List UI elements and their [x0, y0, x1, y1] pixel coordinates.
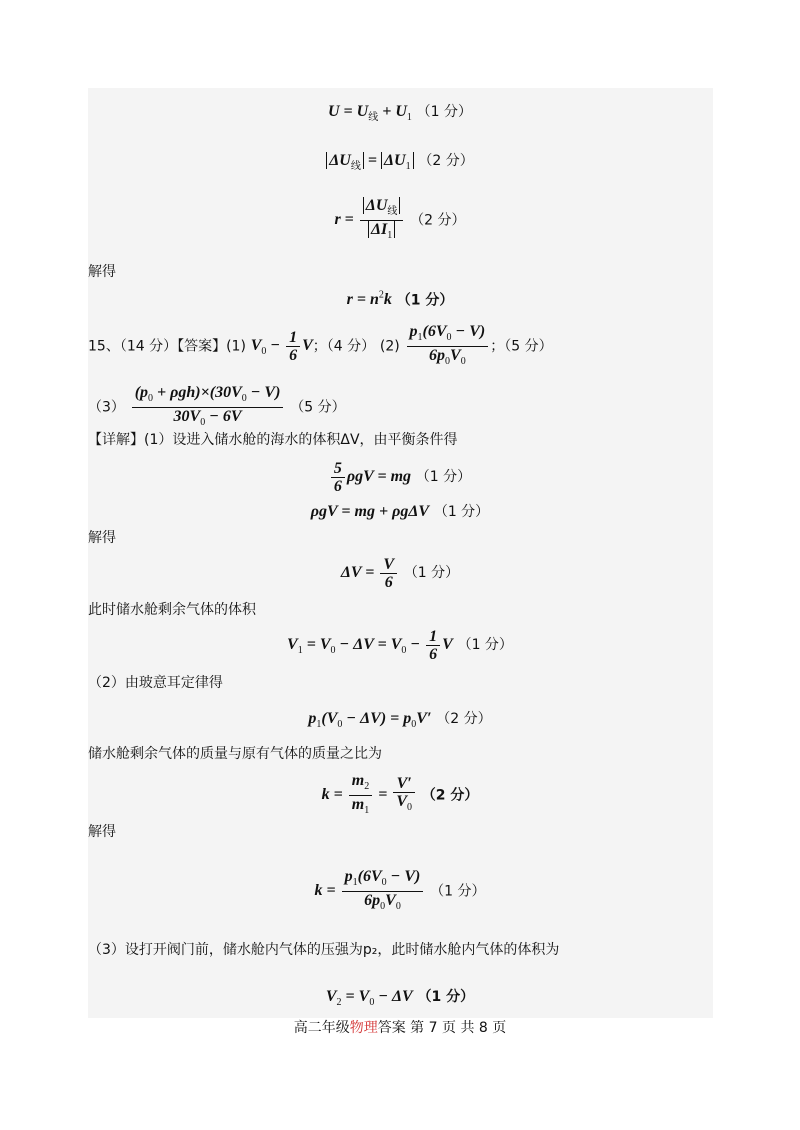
text-jiede: 解得 — [88, 264, 116, 280]
equation-delta-v: ΔV = $\frac{V}{6}$ （1 分） — [340, 556, 460, 591]
text-jiede: 解得 — [88, 824, 116, 840]
text-boyle-law: （2）由玻意耳定律得 — [88, 675, 223, 691]
footer-suffix: 答案 第 7 页 共 8 页 — [377, 1020, 507, 1036]
text-mass-ratio: 储水舱剩余气体的质量与原有气体的质量之比为 — [88, 746, 382, 762]
equation-k-ratio: k = $\frac{m_2}{m_1}$ = $\frac{V'}{V_0}$ （2 分） — [321, 772, 479, 817]
equation-balance-1: $\frac{5}{6}$ ρgV = mg （1 分） — [0, 460, 800, 495]
equation-k-result: k = $\frac{p_1(6V_0 - V)}{6p_0V_0}$ （1 分） — [314, 868, 486, 913]
equation-balance-2: ρgV = mg + ρgΔV （1 分） — [310, 503, 490, 520]
footer-prefix: 高二年级 — [293, 1020, 350, 1036]
score: （1 分） — [396, 292, 454, 309]
equation-r-result: $r = n^2k$ （1 分） — [346, 290, 454, 309]
q15-head: 15、（14 分）【答案】 — [88, 338, 227, 355]
score: （2 分） — [418, 153, 474, 169]
equation-boyle: $p_1(V_0 - \Delta V) = p_0V'$ （2 分） — [308, 710, 492, 731]
equation-voltage-sum: $U = U_线 + U_1$ （1 分） — [327, 103, 473, 124]
footer-subject: 物理 — [349, 1020, 378, 1036]
equation-resistance: r = $\frac{\Delta U_线}{\Delta I_1}$ （2 分） — [334, 197, 466, 242]
text-jiede: 解得 — [88, 530, 116, 546]
text-valve: （3）设打开阀门前，储水舱内气体的压强为p₂，此时储水舱内气体的体积为 — [88, 942, 560, 958]
q15-answer-3: （3） $\frac{(p_0 + \rho gh)\times(30V_0 - V)}{30V_0 - 6V}$ （5 分） — [88, 384, 346, 429]
score: （2 分） — [410, 212, 466, 229]
text-remaining-volume: 此时储水舱剩余气体的体积 — [88, 602, 256, 618]
equation-v1: $V_1 = V_0 - \Delta V = V_0$ − $\frac{1}{6}$ V （1 分） — [287, 628, 513, 663]
score: （1 分） — [416, 104, 473, 120]
equation-v2: $V_2 = V_0 - \Delta V$ （1 分） — [325, 988, 475, 1009]
q15-answer-line: 15、（14 分）【答案】(1) $V_0$ − $\frac{1}{6}$ V；（4 分） (2) $\frac{p_1(6V_0 - V)}{6p_0V_0}$ ；（5 分） — [88, 323, 553, 368]
equation-delta-u: $\Delta U_线 = \Delta U_1$ （2 分） — [0, 150, 800, 177]
page-footer — [0, 1018, 800, 1038]
text-detail-1: 【详解】(1）设进入储水舱的海水的体积ΔV，由平衡条件得 — [88, 432, 458, 448]
